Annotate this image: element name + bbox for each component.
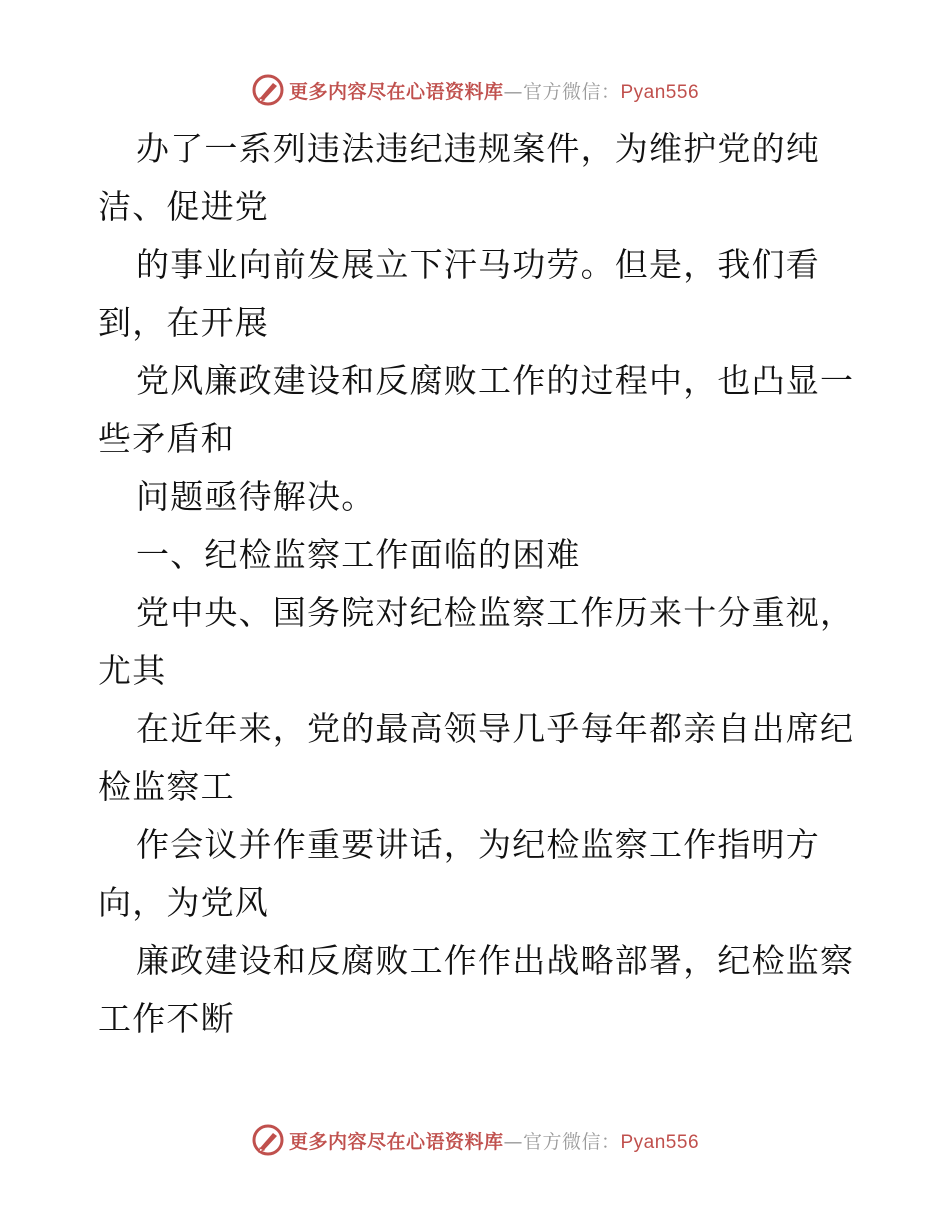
- text-line: 在近年来，党的最高领导几乎每年都亲自出席纪: [136, 709, 855, 748]
- text-line: 尤其: [98, 651, 167, 690]
- header-banner: [0, 70, 950, 110]
- pen-logo-icon: [251, 1123, 285, 1157]
- text-line: 党风廉政建设和反腐败工作的过程中，也凸显一: [136, 361, 855, 400]
- banner-main-text: 更多内容尽在心语资料库: [288, 80, 504, 103]
- document-body: [98, 120, 868, 1048]
- section-heading: 一、纪检监察工作面临的困难: [136, 535, 581, 574]
- text-line: 党中央、国务院对纪检监察工作历来十分重视，: [136, 593, 855, 632]
- text-line: 办了一系列违法违纪违规案件，为维护党的纯: [136, 129, 820, 168]
- text-line: 到，在开展: [98, 303, 269, 342]
- text-line: 些矛盾和: [98, 419, 235, 458]
- text-line: 问题亟待解决。: [136, 477, 376, 516]
- text-line: 的事业向前发展立下汗马功劳。但是，我们看: [136, 245, 820, 284]
- banner-wechat-id: Pyan556: [620, 81, 700, 103]
- text-line: 工作不断: [98, 999, 235, 1038]
- text-line: 洁、促进党: [98, 187, 269, 226]
- text-line: 作会议并作重要讲话，为纪检监察工作指明方: [136, 825, 820, 864]
- banner-main-text: 更多内容尽在心语资料库: [288, 1130, 504, 1153]
- text-line: 廉政建设和反腐败工作作出战略部署，纪检监察: [136, 941, 855, 980]
- banner-wechat-label: 官方微信：: [522, 80, 621, 103]
- text-line: 检监察工: [98, 767, 235, 806]
- banner-wechat-label: 官方微信：: [522, 1130, 621, 1153]
- banner-separator: —: [503, 1130, 523, 1153]
- banner-wechat-id: Pyan556: [620, 1131, 700, 1153]
- footer-banner: [0, 1120, 950, 1160]
- pen-logo-icon: [251, 73, 285, 107]
- text-line: 向，为党风: [98, 883, 269, 922]
- banner-separator: —: [503, 80, 523, 103]
